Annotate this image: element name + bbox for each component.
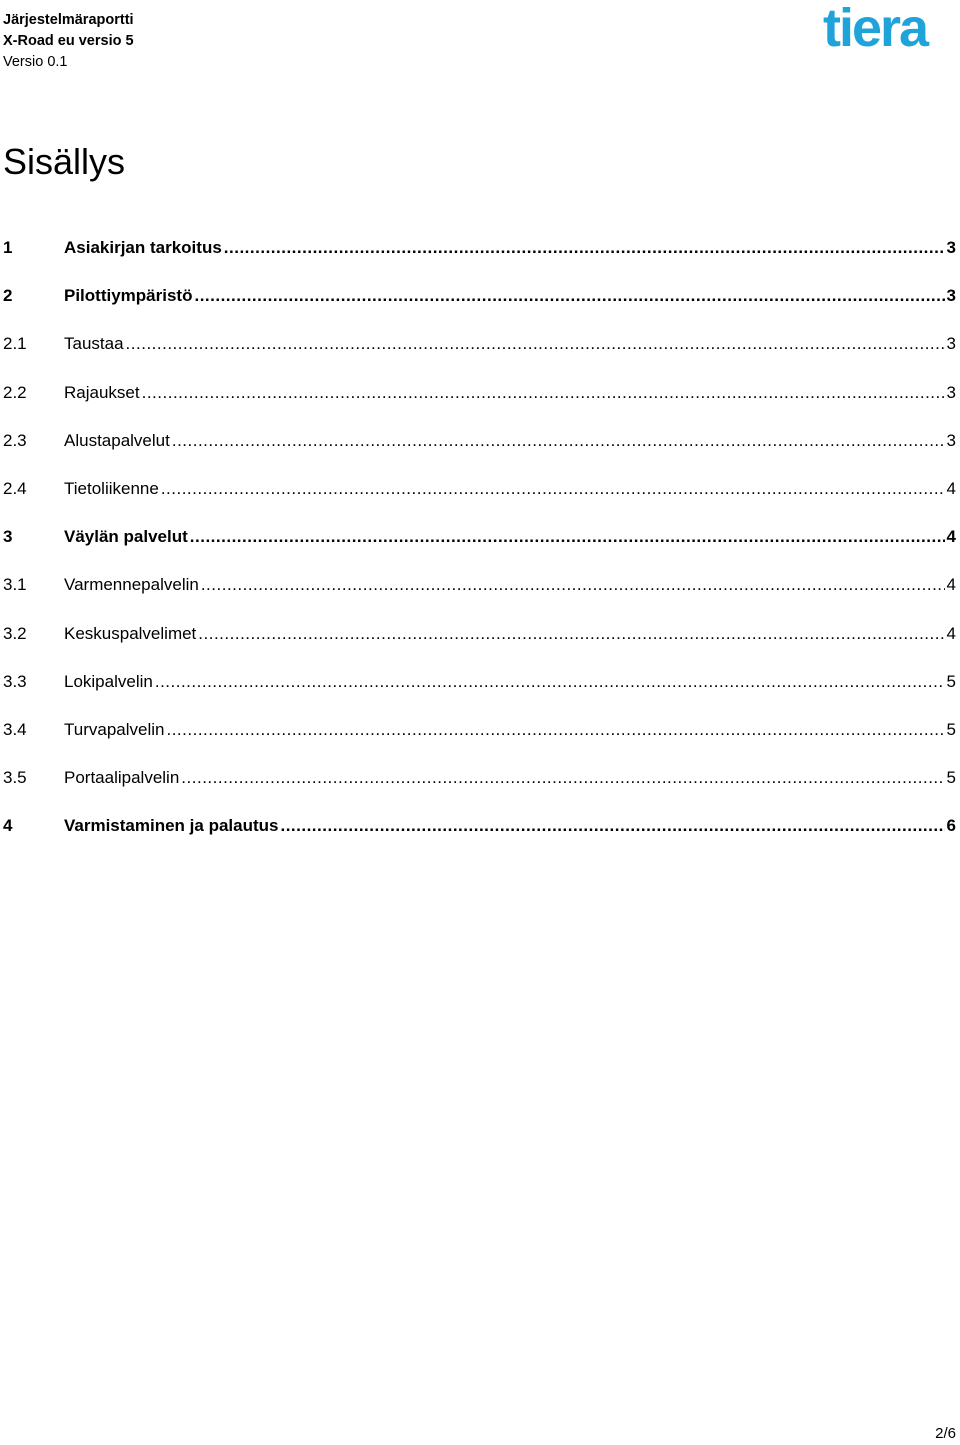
toc-entry-number: 2.2 bbox=[3, 382, 27, 402]
toc-entry-title: Asiakirjan tarkoitus bbox=[64, 238, 222, 257]
toc-entry-number: 2 bbox=[3, 286, 13, 306]
toc-dot-leader bbox=[142, 381, 945, 405]
toc-entry-page: 3 bbox=[946, 238, 956, 257]
toc-dot-leader bbox=[280, 814, 944, 838]
toc-entry[interactable] bbox=[0, 332, 956, 356]
toc-entry-number: 3.3 bbox=[3, 671, 27, 691]
toc-entry-page: 5 bbox=[946, 768, 956, 788]
toc-entry-number: 3.2 bbox=[3, 623, 27, 643]
toc-entry-title: Varmistaminen ja palautus bbox=[64, 816, 279, 836]
toc-entry-number: 2.1 bbox=[3, 334, 27, 354]
svg-text:tiera: tiera bbox=[823, 0, 928, 56]
page-number: 2/6 bbox=[935, 1425, 956, 1442]
toc-entry-page: 3 bbox=[946, 334, 956, 354]
toc-entry-page: 4 bbox=[946, 623, 956, 643]
toc-entry-page: 5 bbox=[946, 719, 956, 739]
toc-dot-leader bbox=[172, 429, 945, 453]
toc-entry-title: Lokipalvelin bbox=[64, 671, 153, 691]
document-header bbox=[3, 10, 134, 73]
toc-entry-title: Turvapalvelin bbox=[64, 719, 165, 739]
toc-entry-title: Portaalipalvelin bbox=[64, 768, 180, 788]
table-of-contents bbox=[0, 236, 956, 862]
toc-dot-leader bbox=[194, 284, 944, 308]
toc-entry-number: 3.4 bbox=[3, 719, 27, 739]
toc-entry-number: 3 bbox=[3, 527, 13, 547]
toc-entry[interactable] bbox=[0, 573, 956, 597]
tiera-logo bbox=[823, 0, 958, 56]
toc-dot-leader bbox=[166, 718, 944, 742]
toc-entry-title: Rajaukset bbox=[64, 382, 140, 402]
toc-entry[interactable] bbox=[0, 525, 956, 549]
toc-entry-page: 6 bbox=[946, 816, 956, 836]
toc-entry[interactable] bbox=[0, 477, 956, 501]
toc-entry-title: Varmennepalvelin bbox=[64, 575, 199, 595]
toc-entry[interactable] bbox=[0, 670, 956, 694]
toc-entry-title: Pilottiympäristö bbox=[64, 286, 193, 306]
toc-dot-leader bbox=[224, 236, 945, 260]
toc-entry-number: 1 bbox=[3, 238, 13, 257]
toc-dot-leader bbox=[198, 622, 944, 646]
toc-dot-leader bbox=[126, 332, 945, 356]
toc-entry-title: Keskuspalvelimet bbox=[64, 623, 197, 643]
toc-entry-page: 3 bbox=[946, 430, 956, 450]
toc-entry[interactable] bbox=[0, 236, 956, 260]
toc-dot-leader bbox=[155, 670, 945, 694]
toc-entry-number: 3.5 bbox=[3, 768, 27, 788]
toc-entry-number: 4 bbox=[3, 816, 13, 836]
toc-entry-title: Väylän palvelut bbox=[64, 527, 188, 547]
toc-entry-number: 2.3 bbox=[3, 430, 27, 450]
toc-entry[interactable] bbox=[0, 429, 956, 453]
toc-entry[interactable] bbox=[0, 381, 956, 405]
toc-entry[interactable] bbox=[0, 766, 956, 790]
toc-entry-page: 3 bbox=[946, 286, 956, 306]
page-title: Sisällys bbox=[3, 141, 126, 182]
toc-entry-number: 2.4 bbox=[3, 478, 27, 498]
toc-entry-page: 5 bbox=[946, 671, 956, 691]
toc-entry-page: 3 bbox=[946, 382, 956, 402]
toc-entry-title: Taustaa bbox=[64, 334, 124, 354]
toc-entry-title: Tietoliikenne bbox=[64, 478, 159, 498]
report-type: Järjestelmäraportti bbox=[3, 12, 134, 28]
toc-dot-leader bbox=[181, 766, 944, 790]
toc-entry[interactable] bbox=[0, 622, 956, 646]
report-subject: X-Road eu versio 5 bbox=[3, 33, 134, 49]
toc-entry-page: 4 bbox=[946, 527, 956, 547]
toc-dot-leader bbox=[190, 525, 945, 549]
toc-entry-title: Alustapalvelut bbox=[64, 430, 170, 450]
toc-entry[interactable] bbox=[0, 718, 956, 742]
toc-entry-page: 4 bbox=[946, 575, 956, 595]
toc-dot-leader bbox=[201, 573, 945, 597]
toc-dot-leader bbox=[161, 477, 945, 501]
toc-entry-page: 4 bbox=[946, 478, 956, 498]
toc-entry[interactable] bbox=[0, 814, 956, 838]
report-version: Versio 0.1 bbox=[3, 54, 68, 70]
toc-entry[interactable] bbox=[0, 284, 956, 308]
toc-entry-number: 3.1 bbox=[3, 575, 27, 595]
